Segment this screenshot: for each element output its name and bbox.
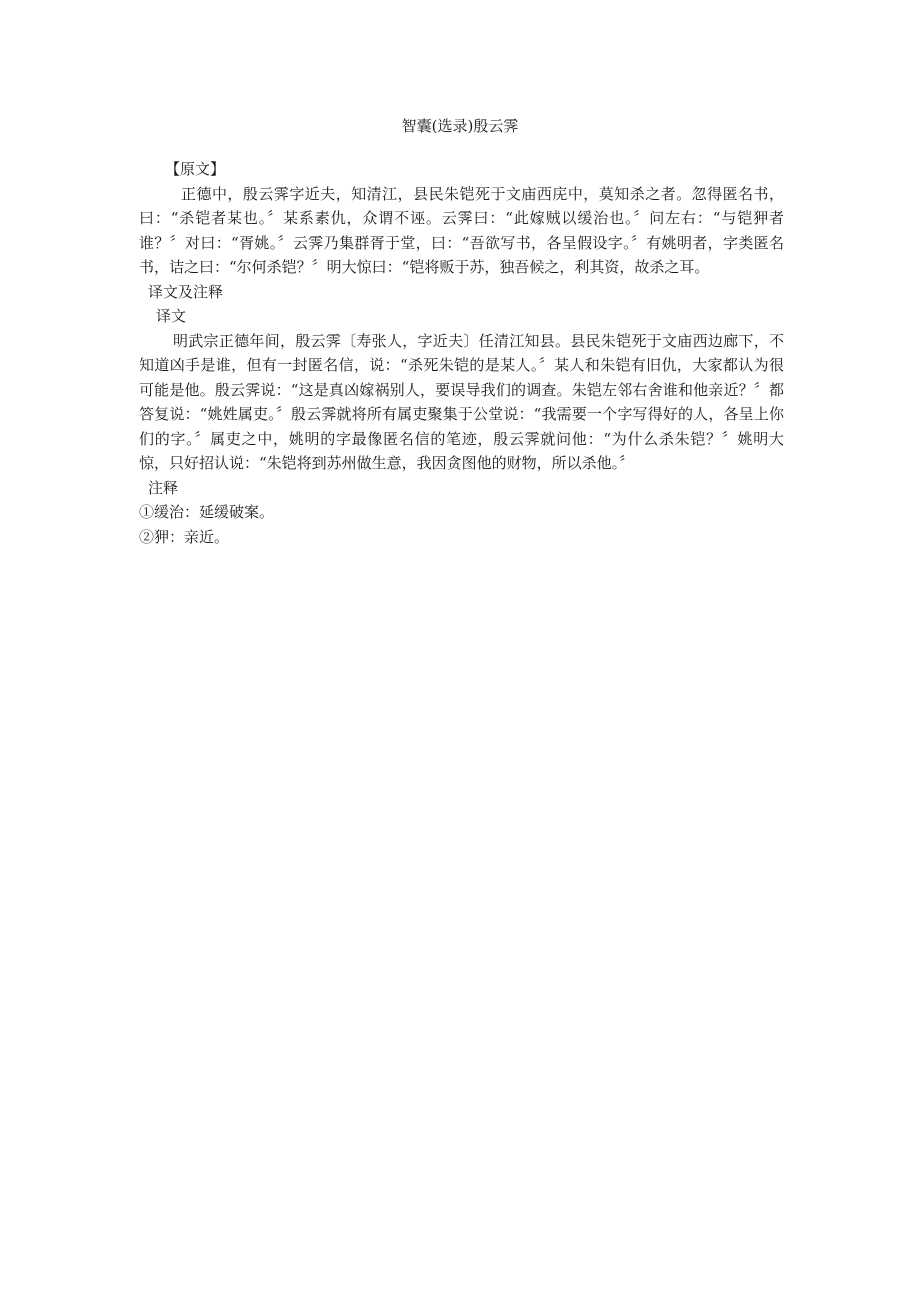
translation-heading: 译文 [156,307,187,325]
notes-heading: 注释 [148,478,179,497]
translation-text: 明武宗正德年间，殷云霁〔寿张人，字近夫〕任清江知县。县民朱铠死于文庙西边廊下，不知道凶手是谁，但有一封匿名信，说：“杀死朱铠的是某人。〞某人和朱铠有旧仇，大家都认为很可能是他。殷云霁说：“这是真凶嫁祸别人，要误导我们的调查。朱铠左邻右舍谁和他亲近？〞都答复说：“姚姓属吏。〞殷云霁就将所有属吏聚集于公堂说：“我需要一个字写得好的人，各呈上你们的字。〞属吏之中，姚明的字最像匿名信的笔迹，殷云霁就问他：“为什么杀朱铠？〞姚明大惊，只好招认说：“朱铠将到苏州做生意，我因贪图他的财物，所以杀他。〞 [139,331,784,472]
original-heading: 【原文】 [165,160,226,178]
translation-section-heading: 译文及注释 [148,282,224,301]
original-text: 正德中，殷云霁字近夫，知清江，县民朱铠死于文庙西庑中，莫知杀之者。忽得匿名书，曰：“杀铠者某也。〞某系素仇，众谓不诬。云霁曰：“此嫁贼以缓治也。〞问左右：“与铠狎者谁？〞对曰：“胥姚。〞云霁乃集群胥于堂，曰：“吾欲写书，各呈假设字。〞有姚明者，字类匿名书，诘之曰：“尔何杀铠？〞明大惊曰：“铠将贩于苏，独吾候之，利其资，故杀之耳。 [139,184,784,276]
document-title: 智囊(选录)殷云霁 [401,117,519,135]
note-item: ①缓治：延缓破案。 [139,503,275,521]
note-item: ②狎：亲近。 [139,527,230,546]
document-body [139,157,784,549]
